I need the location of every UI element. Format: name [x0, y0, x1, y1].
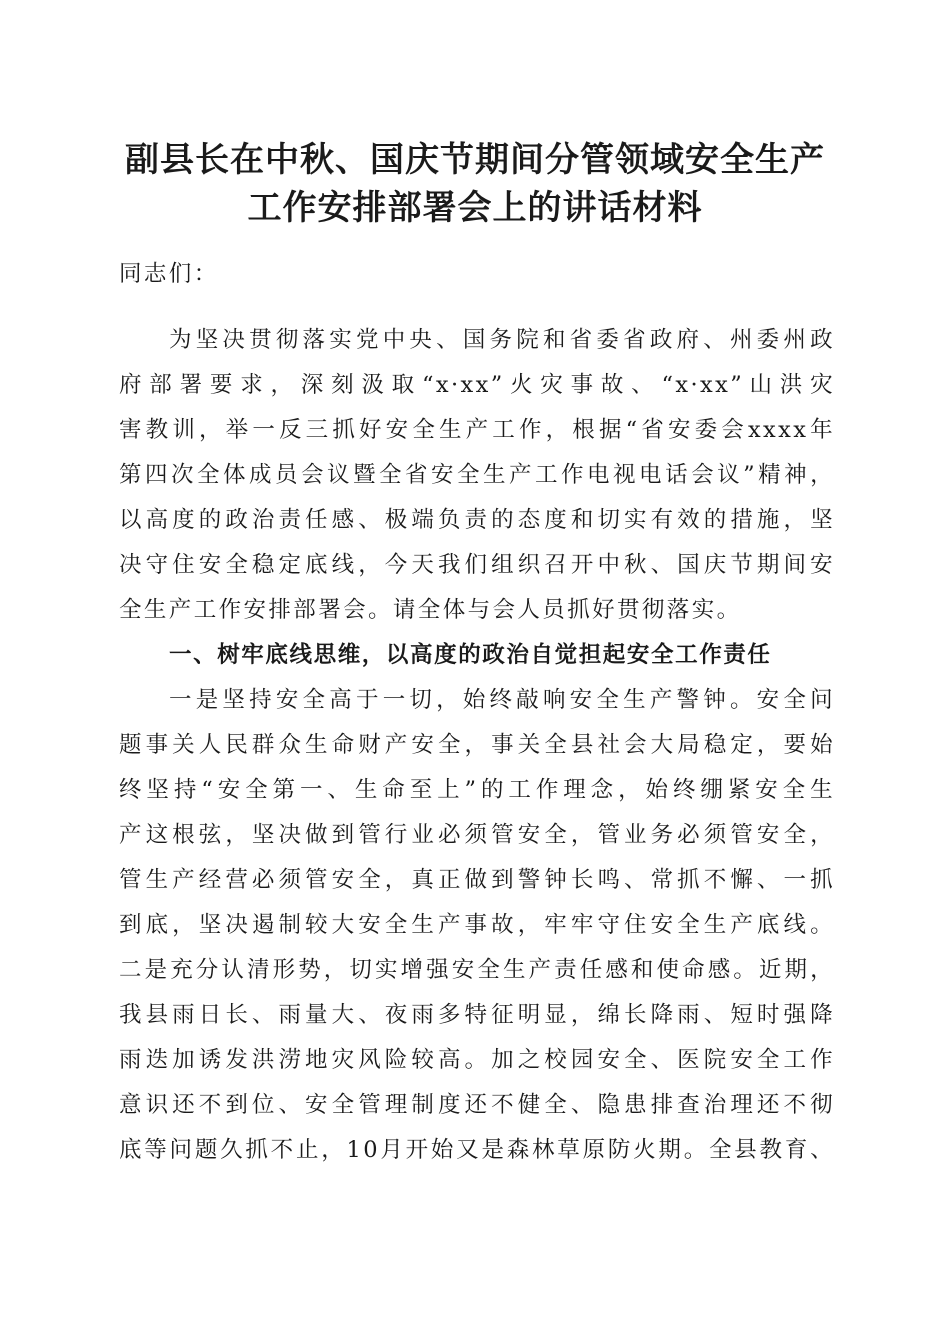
body-line: 我县雨日长、雨量大、夜雨多特征明显，绵长降雨、短时强降: [119, 1002, 835, 1028]
body-line: 害教训，举一反三抓好安全生产工作，根据“省安委会xxxx年: [119, 417, 835, 443]
body-line: 二是充分认清形势，切实增强安全生产责任感和使命感。近期，: [119, 957, 835, 983]
body-line: 为坚决贯彻落实党中央、国务院和省委省政府、州委州政: [169, 327, 835, 353]
body-line: 意识还不到位、安全管理制度还不健全、隐患排查治理还不彻: [119, 1092, 835, 1118]
section-heading: 一、树牢底线思维，以高度的政治自觉担起安全工作责任: [169, 642, 772, 668]
document-title-line-1: 副县长在中秋、国庆节期间分管领域安全生产: [125, 140, 825, 180]
body-line: 产这根弦，坚决做到管行业必须管安全，管业务必须管安全，: [119, 822, 835, 848]
body-line: 决守住安全稳定底线，今天我们组织召开中秋、国庆节期间安: [119, 552, 835, 578]
body-line: 第四次全体成员会议暨全省安全生产工作电视电话会议”精神，: [119, 462, 835, 488]
body-line: 终坚持“安全第一、生命至上”的工作理念，始终绷紧安全生: [119, 777, 835, 803]
body-line: 全生产工作安排部署会。请全体与会人员抓好贯彻落实。: [119, 597, 742, 623]
body-line: 管生产经营必须管安全，真正做到警钟长鸣、常抓不懈、一抓: [119, 867, 835, 893]
body-line: 一是坚持安全高于一切，始终敲响安全生产警钟。安全问: [169, 687, 835, 713]
body-line: 以高度的政治责任感、极端负责的态度和切实有效的措施，坚: [119, 507, 835, 533]
body-line: 雨迭加诱发洪涝地灾风险较高。加之校园安全、医院安全工作: [119, 1047, 835, 1073]
body-line: 到底，坚决遏制较大安全生产事故，牢牢守住安全生产底线。: [119, 912, 835, 938]
body-line: 府部署要求，深刻汲取“x·xx”火灾事故、“x·xx”山洪灾: [119, 372, 835, 398]
document-title-line-2: 工作安排部署会上的讲话材料: [247, 188, 703, 228]
body-line: 题事关人民群众生命财产安全，事关全县社会大局稳定，要始: [119, 732, 835, 758]
salutation: 同志们：: [119, 261, 219, 287]
body-line: 底等问题久抓不止，10月开始又是森林草原防火期。全县教育、: [119, 1137, 835, 1163]
